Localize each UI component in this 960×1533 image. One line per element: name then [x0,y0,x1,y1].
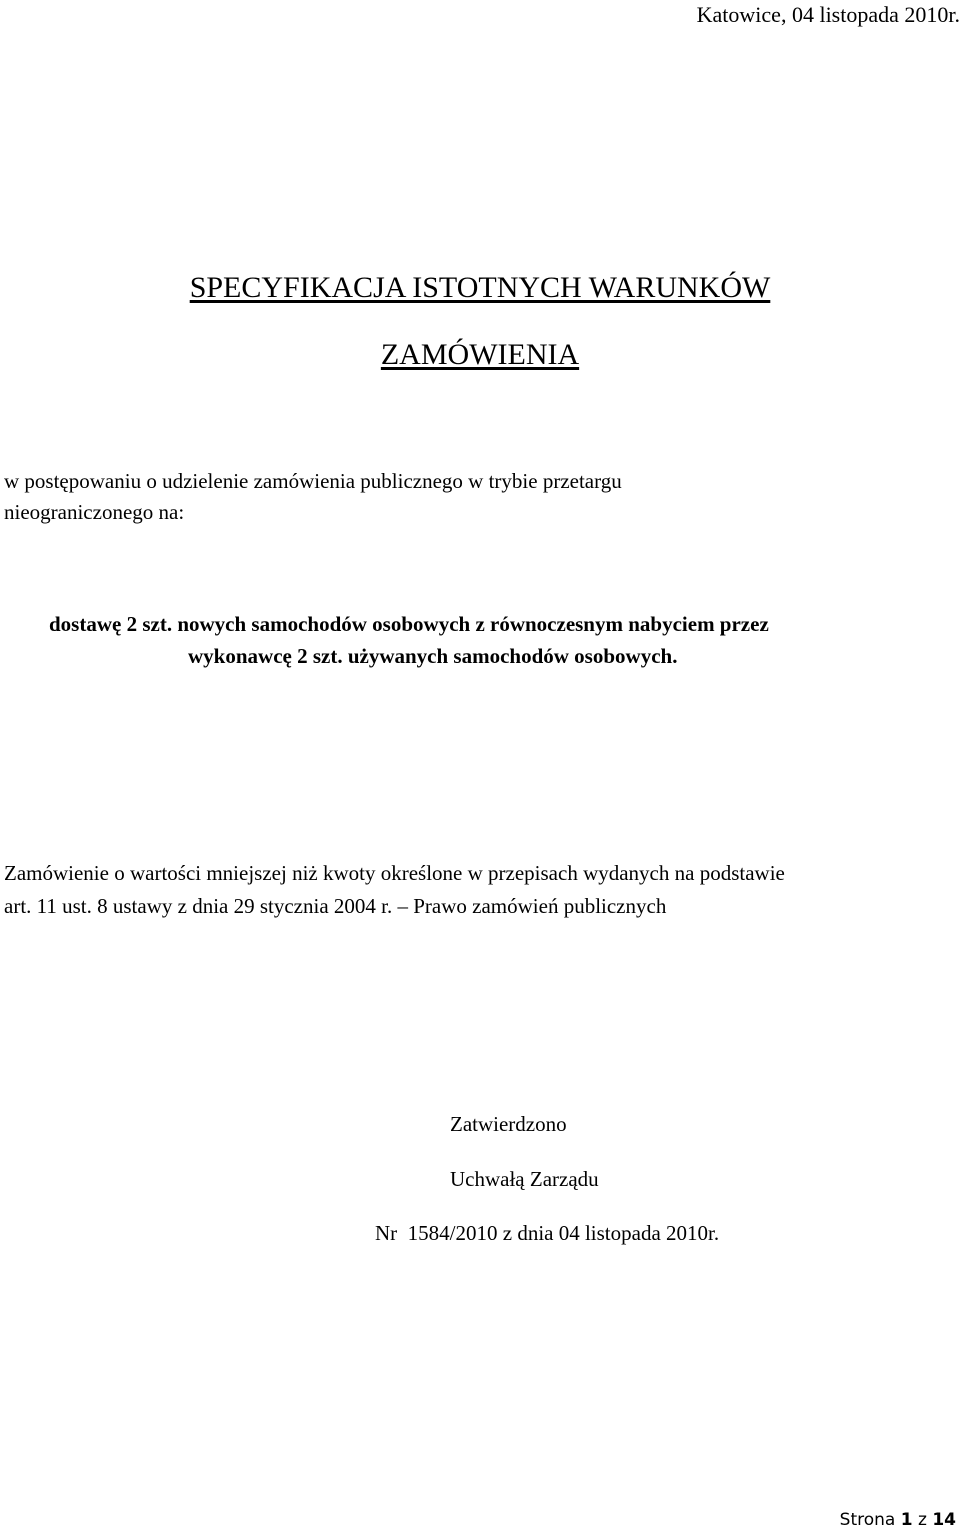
order-value-note-line-1: Zamówienie o wartości mniejszej niż kwoty określone w przepisach wydanych na podstawie [4,861,785,885]
page-number-total: 14 [932,1510,956,1530]
procedure-description-line-1: w postępowaniu o udzielenie zamówienia publicznego w trybie przetargu [4,469,622,493]
approval-heading: Zatwierdzono [450,1112,567,1136]
approval-resolution: Nr 1584/2010 z dnia 04 listopada 2010r. [375,1221,720,1245]
document-title-line-1: SPECYFIKACJA ISTOTNYCH WARUNKÓW [189,271,771,304]
procedure-description-line-2: nieograniczonego na: [4,500,185,524]
order-subject-line-2: wykonawcę 2 szt. używanych samochodów osobowych. [188,644,678,668]
document-title-line-2: ZAMÓWIENIA [380,338,580,371]
page-number [840,1509,956,1531]
page-number-separator: z [917,1510,927,1530]
page-number-label: Strona [839,1510,896,1530]
order-subject-line-1: dostawę 2 szt. nowych samochodów osobowych z równoczesnym nabyciem przez [49,612,769,636]
order-value-note-line-2: art. 11 ust. 8 ustawy z dnia 29 stycznia 2004 r. – Prawo zamówień publicznych [4,894,667,918]
page-number-current: 1 [900,1510,913,1530]
approval-authority: Uchwałą Zarządu [450,1167,599,1191]
document-date: Katowice, 04 listopada 2010r. [696,2,960,27]
